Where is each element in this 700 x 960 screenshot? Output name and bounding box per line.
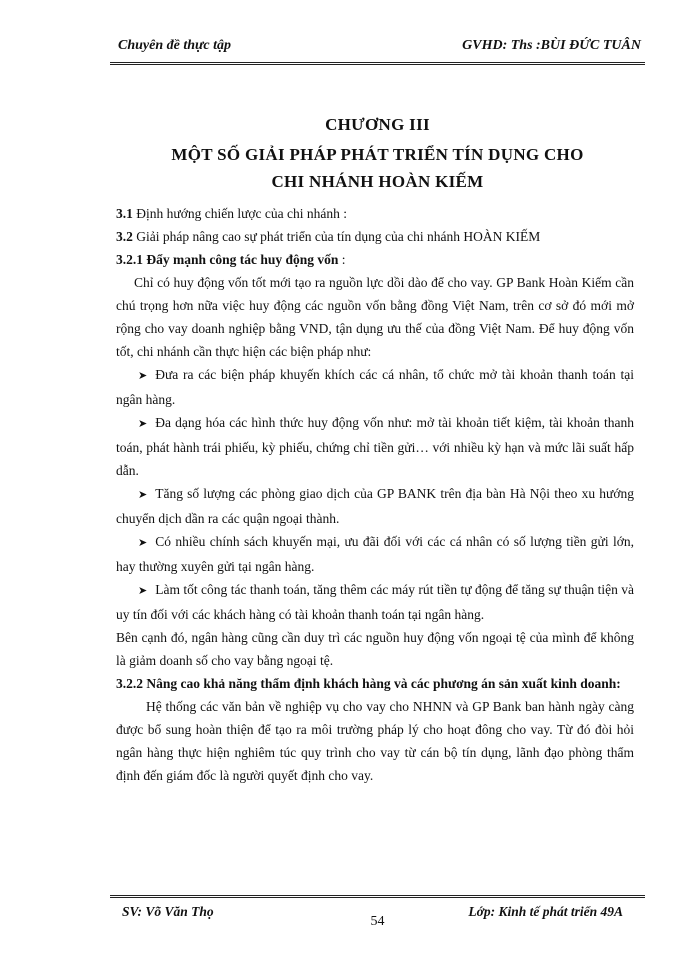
section-3-1-text: Định hướng chiến lược của chi nhánh : <box>136 206 347 221</box>
chapter-title: CHƯƠNG III <box>325 115 430 134</box>
page-header <box>110 34 645 65</box>
arrowhead-bullet-icon: ➤ <box>138 370 148 382</box>
section-3-1-number: 3.1 <box>116 206 133 221</box>
header-right-text: GVHD: Ths :BÙI ĐỨC TUÂN <box>462 38 641 53</box>
arrowhead-bullet-icon: ➤ <box>138 537 148 549</box>
section-3-2-text: Giải pháp nâng cao sự phát triển của tín dụng của chi nhánh HOÀN KIẾM <box>136 229 541 244</box>
section-3-1 <box>116 202 634 225</box>
section-3-2-2-heading: 3.2.2 Nâng cao khả năng thẩm định khách hàng và các phương án sản xuất kinh doanh: <box>116 676 621 691</box>
arrowhead-bullet-icon: ➤ <box>138 585 148 597</box>
section-3-2-2-paragraph: Hệ thống các văn bản về nghiệp vụ cho vay cho NHNN và GP Bank ban hành ngày càng được bổ sung hoàn thiện để tạo ra môi trường pháp lý cho hoạt đông cho vay. Từ đó đòi hỏi ngân hàng thực hiện nghiêm túc quy trình cho vay từ cán bộ tín dụng, lãnh đạo phòng thẩm định đến giám đốc là người quyết định cho vay. <box>116 699 634 783</box>
arrowhead-bullet-icon: ➤ <box>138 489 148 501</box>
footer-class: Lớp: Kinh tế phát triển 49A <box>468 904 623 919</box>
section-3-2-1-closing: Bên cạnh đó, ngân hàng cũng cần duy trì các nguồn huy động vốn ngoại tệ của mình để không là giảm doanh số cho vay bằng ngoại tệ. <box>116 630 634 668</box>
section-3-2 <box>116 225 634 248</box>
bullet-item <box>116 530 634 578</box>
page-footer <box>110 895 645 928</box>
section-3-2-1-heading: 3.2.1 Đẩy mạnh công tác huy động vốn <box>116 252 339 267</box>
page-number: 54 <box>370 914 385 929</box>
section-3-2-1-paragraph: Chỉ có huy động vốn tốt mới tạo ra nguồn lực dồi dào để cho vay. GP Bank Hoàn Kiếm cần chú trọng hơn nữa việc huy động các nguồn vốn bằng đồng Việt Nam, trên cơ sở đó mới mở rộng cho vay doanh nghiệp bằng VND, tận dụng ưu thế của đồng Việt Nam. Để huy động vốn tốt, chi nhánh cần thực hiện các biện pháp như: <box>116 275 634 359</box>
chapter-subtitle-line1: MỘT SỐ GIẢI PHÁP PHÁT TRIỂN TÍN DỤNG CHO <box>171 145 584 164</box>
bullet-item <box>116 578 634 626</box>
footer-student: SV: Võ Văn Thọ <box>122 904 214 919</box>
bullet-text: Đa dạng hóa các hình thức huy động vốn như: mở tài khoản tiết kiệm, tài khoản thanh toán, phát hành trái phiếu, kỳ phiếu, chứng chỉ tiền gửi… với nhiều kỳ hạn và mức lãi suất hấp dẫn. <box>116 415 634 478</box>
section-3-2-1-colon: : <box>338 252 346 267</box>
bullet-item <box>116 482 634 530</box>
header-left-text: Chuyên đề thực tập <box>118 38 232 53</box>
bullet-text: Đưa ra các biện pháp khuyến khích các cá nhân, tổ chức mở tài khoản thanh toán tại ngân hàng. <box>116 367 634 407</box>
bullet-item <box>116 411 634 482</box>
bullet-text: Tăng số lượng các phòng giao dịch của GP BANK trên địa bàn Hà Nội theo xu hướng chuyển dịch dần ra các quận ngoại thành. <box>116 486 634 526</box>
section-3-2-number: 3.2 <box>116 229 133 244</box>
document-body <box>116 202 634 787</box>
chapter-subtitle-line2: CHI NHÁNH HOÀN KIẾM <box>271 172 484 191</box>
bullet-text: Có nhiều chính sách khuyến mại, ưu đãi đối với các cá nhân có số lượng tiền gửi lớn, hay thường xuyên gửi tại ngân hàng. <box>116 534 634 574</box>
bullet-text: Làm tốt công tác thanh toán, tăng thêm các máy rút tiền tự động để tăng sự thuận tiện và uy tín đối với các khách hàng có tài khoản thanh toán tại ngân hàng. <box>116 582 634 622</box>
section-3-2-1 <box>116 248 634 271</box>
bullet-item <box>116 363 634 411</box>
arrowhead-bullet-icon: ➤ <box>138 418 148 430</box>
